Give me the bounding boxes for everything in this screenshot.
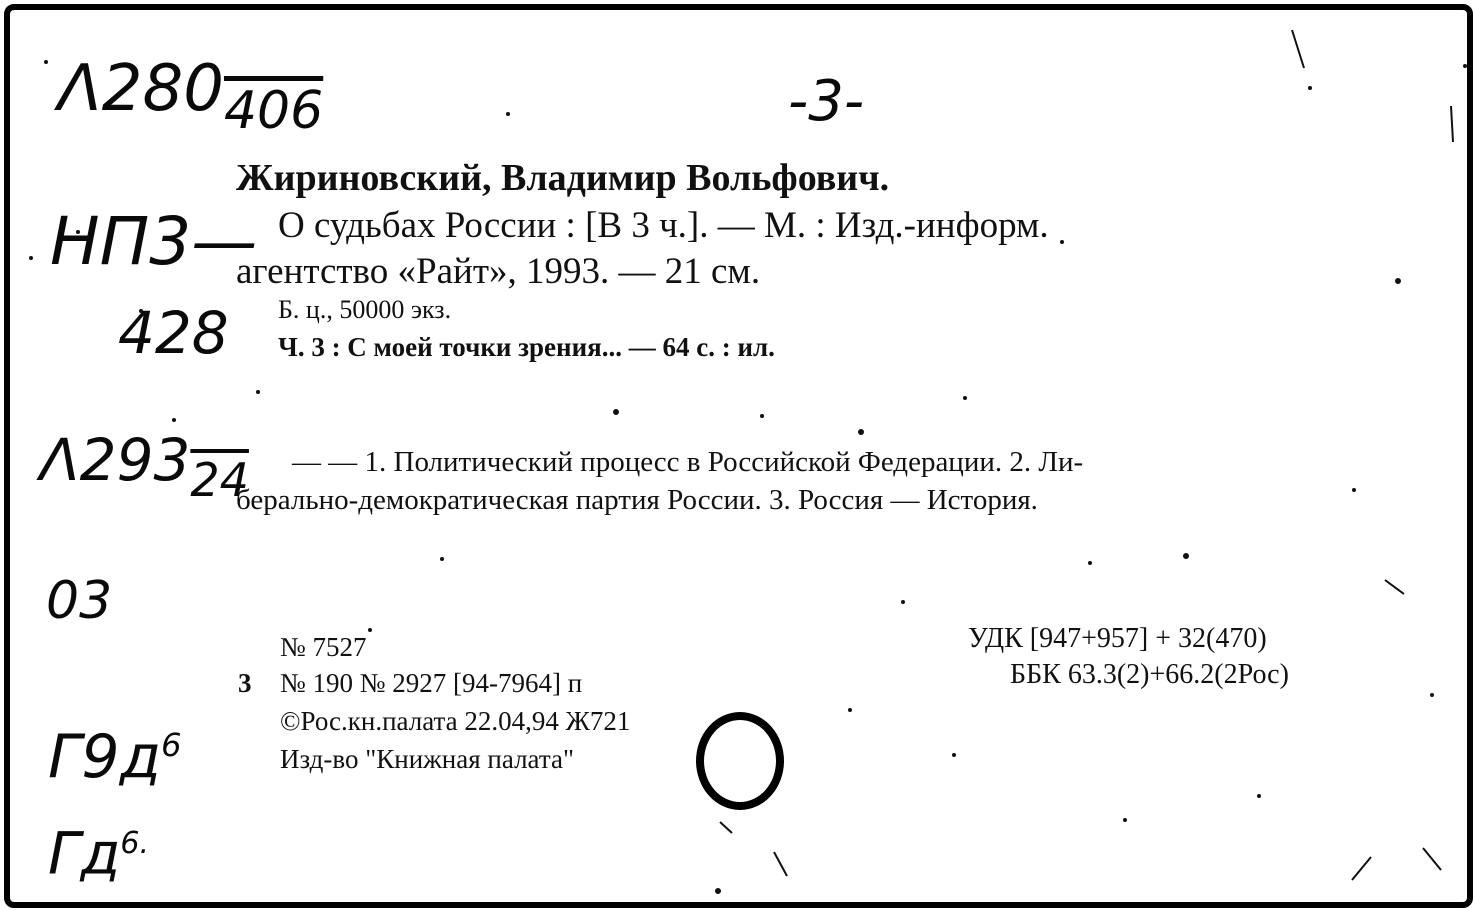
- catalog-card: [4, 4, 1473, 908]
- record-title-line-2: агентство «Райт», 1993. — 21 см.: [236, 251, 761, 292]
- handwritten-code-2: НП3—: [50, 203, 258, 280]
- punch-hole: [696, 712, 784, 810]
- footer-udk: УДК [947+957] + 32(470): [968, 623, 1267, 654]
- handwritten-code-4-main: Λ293: [40, 426, 191, 494]
- record-subjects-line-2: берально-демократическая партия России. 3. Россия — История.: [236, 484, 1038, 516]
- handwritten-mark-2-sup: 6.: [120, 826, 150, 861]
- handwritten-mark-2: [48, 810, 149, 887]
- footer-number-7527: № 7527: [280, 632, 367, 662]
- record-author: Жириновский, Владимир Вольфович.: [236, 157, 890, 199]
- record-subjects-line-1: — — 1. Политический процесс в Российской Федерации. 2. Ли-: [292, 446, 1084, 478]
- handwritten-code-5: 03: [46, 571, 113, 631]
- record-title-line-1: О судьбах России : [В 3 ч.]. — М. : Изд.-информ.: [278, 205, 1049, 246]
- footer-copyright: ©Рос.кн.палата 22.04,94 Ж721: [280, 706, 631, 736]
- handwritten-code-1-sub: 406: [223, 81, 324, 141]
- handwritten-mark-1-sup: 6: [161, 726, 182, 764]
- footer-bbk: ББК 63.3(2)+66.2(2Рос): [1010, 659, 1289, 690]
- footer-number-line: № 190 № 2927 [94-7964] п: [280, 668, 583, 698]
- record-price-line: Б. ц., 50000 экз.: [278, 295, 452, 324]
- handwritten-mark-2-main: Гд: [48, 819, 121, 888]
- handwritten-code-4: [40, 428, 249, 512]
- handwritten-code-4-sub: 24: [190, 453, 249, 507]
- handwritten-code-1-main: Λ280: [58, 52, 224, 126]
- handwritten-mark-1: [48, 710, 181, 792]
- handwritten-code-3: 428: [118, 299, 229, 367]
- page-mark: -3-: [788, 69, 865, 134]
- handwritten-code-1: [58, 54, 323, 146]
- footer-prefix-3: 3: [238, 668, 252, 698]
- record-part-line: Ч. 3 : С моей точки зрения... — 64 с. : ил.: [278, 332, 775, 362]
- footer-publisher: Изд-во "Книжная палата": [280, 744, 574, 774]
- handwritten-mark-1-main: Г9д: [48, 722, 162, 792]
